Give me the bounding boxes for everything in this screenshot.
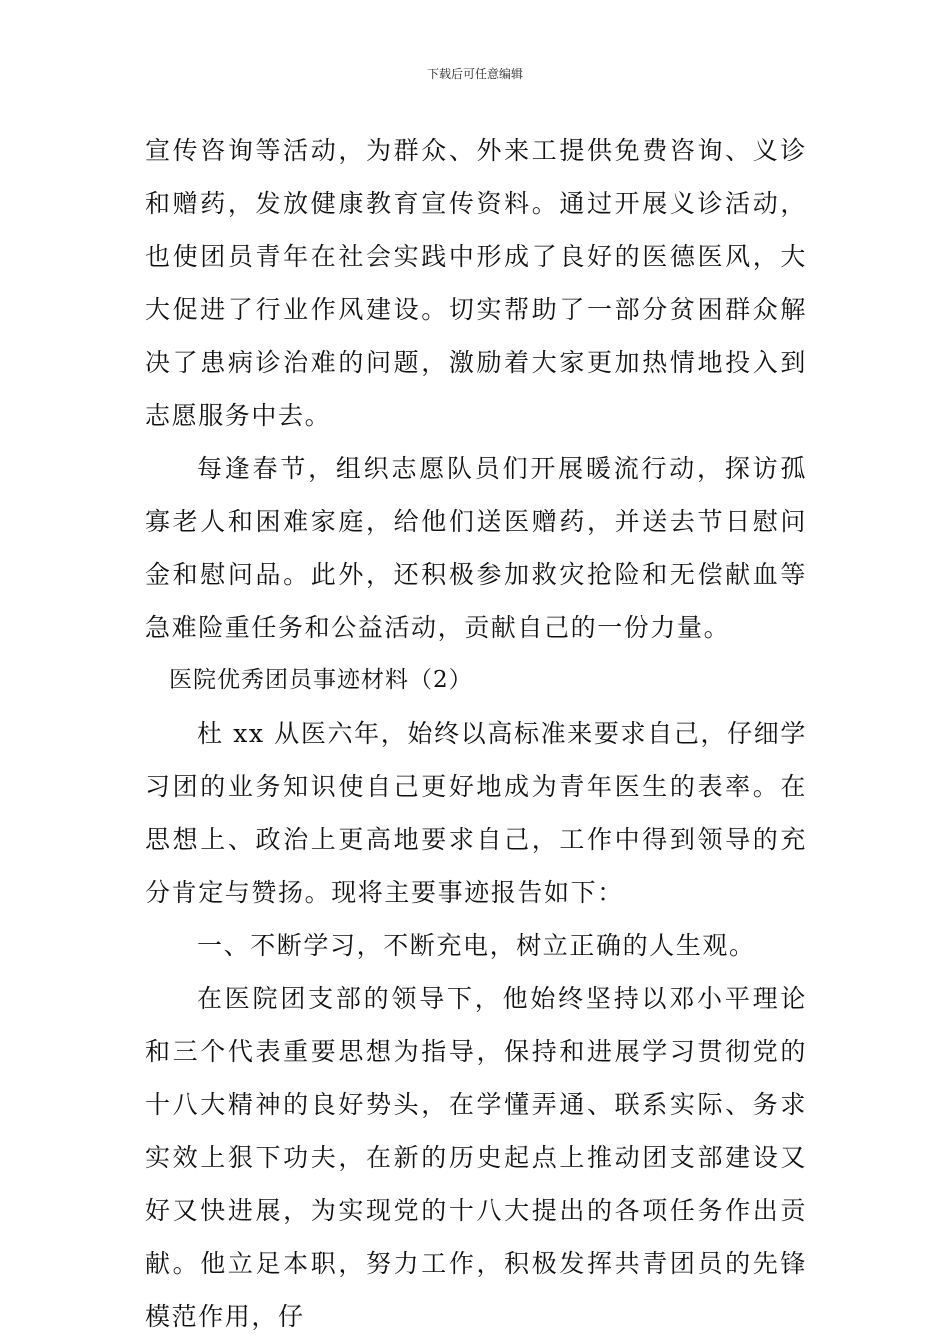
paragraph-spring-festival: 每逢春节，组织志愿队员们开展暖流行动，探访孤寡老人和困难家庭，给他们送医赠药，并送去节日慰问金和慰问品。此外，还积极参加救灾抢险和无偿献血等急难险重任务和公益活动，贡献自己的一份力量。 [145,454,807,642]
paragraph-study: 在医院团支部的领导下，他始终坚持以邓小平理论和三个代表重要思想为指导，保持和进展学习贯彻党的十八大精神的良好势头，在学懂弄通、联系实际、务求实效上狠下功夫，在新的历史起点上推动团支部建设又好又快进展，为实现党的十八大提出的各项任务作出贡献。他立足本职，努力工作，积极发挥共青团员的先锋模范作用，仔 [145,984,807,1331]
paragraph-intro: 杜 xx 从医六年，始终以高标准来要求自己，仔细学习团的业务知识使自己更好地成为青年医生的表率。在思想上、政治上更高地要求自己，工作中得到领导的充分肯定与赞扬。现将主要事迹报告如下： [145,719,807,907]
section-title: 医院优秀团员事迹材料（2） [169,667,473,693]
document-body [145,124,807,1343]
page-header: 下载后可任意编辑 [426,67,523,81]
section-heading-one: 一、不断学习，不断充电，树立正确的人生观。 [197,931,756,960]
paragraph-continuation: 宣传咨询等活动，为群众、外来工提供免费咨询、义诊和赠药，发放健康教育宣传资料。通过开展义诊活动，也使团员青年在社会实践中形成了良好的医德医风，大大促进了行业作风建设。切实帮助了一部分贫困群众解决了患病诊治难的问题，激励着大家更加热情地投入到志愿服务中去。 [145,136,807,430]
